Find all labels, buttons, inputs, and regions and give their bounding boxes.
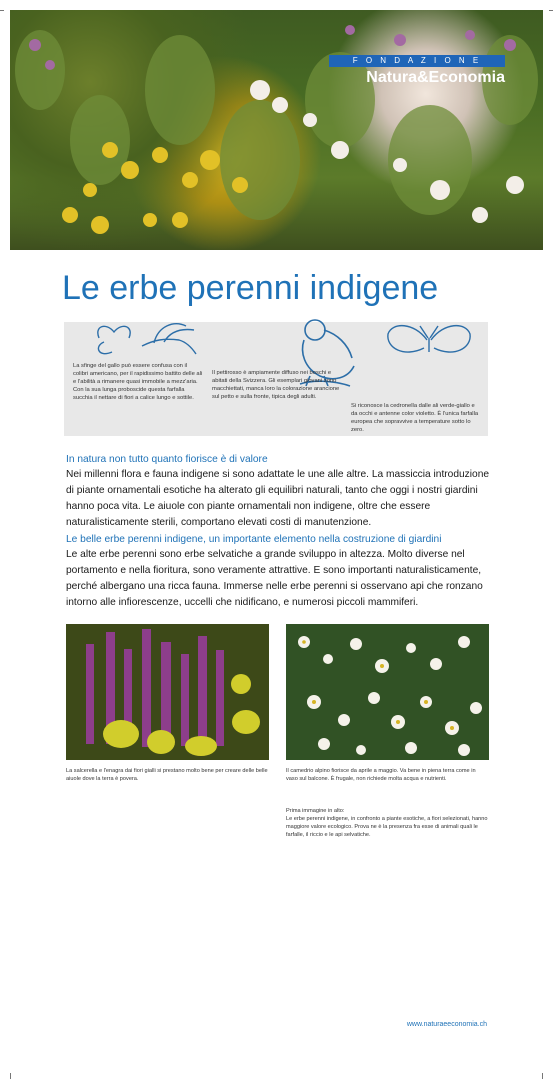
butterfly-icon	[384, 318, 474, 368]
right-photo	[286, 624, 489, 760]
footer-url[interactable]: www.naturaeeconomia.ch	[406, 1021, 487, 1028]
logo-top-text: F O N D A Z I O N E	[329, 55, 505, 67]
crop-mark-bottom-left	[10, 1073, 11, 1079]
crop-mark-bottom-right	[542, 1073, 543, 1079]
crop-mark-top-right	[549, 10, 553, 11]
page-title: Le erbe perenni indigene	[62, 269, 439, 307]
robin-note: Il pettirosso è ampiamente diffuso nei boschi e abitati della Svizzera. Gli esemplari giovani sono macchiettati, manca loro la colorazione arancione sul petto e sulla fronte, tipica degli adulti.	[212, 370, 340, 400]
moth-icon	[84, 318, 204, 368]
right-caption: Il camedrio alpino fiorisce da aprile a maggio. Va bene in piena terra come in vaso sul balcone. È frugale, non richiede molta acqua e nutrienti.	[286, 768, 476, 783]
section2-body: Le alte erbe perenni sono erbe selvatiche a grande sviluppo in altezza. Molto diverse nel portamento e nella fioritura, sono veramente attrattive. E sono importanti naturalisticamente, perché albergano una ricca fauna. Immerse nelle erbe perenni si osservano api che ronzano intorno alle infiorescenze, uccelli che nidificano, e numerosi piccoli mammiferi.	[66, 549, 483, 608]
section1-title: In natura non tutto quanto fiorisce è di valore	[66, 454, 268, 465]
left-caption: La salcerella e l'enagra dai fiori gialli si prestano molto bene per creare delle belle aiuole dove la terra è povera.	[66, 768, 268, 783]
section2-title: Le belle erbe perenni indigene, un importante elemento nella costruzione di giardini	[66, 534, 442, 545]
hero-image	[10, 10, 543, 250]
logo-main-text: Natura&Economia	[366, 69, 505, 86]
right-caption-body2: Le erbe perenni indigene, in confronto a piante esotiche, a fiori selezionati, hanno maggiore valore ecologico. Prova ne è la presenza fra esse di animali quali le farfalle, il riccio e le api selvatiche.	[286, 816, 488, 839]
section1-body: Nei millenni flora e fauna indigene si sono adattate le une alle altre. La massiccia introduzione di piante ornamentali esotiche ha alterato gli equilibri naturali, tanto che oggi i nostri giardini hanno poca vita. Le aiuole con piante ornamentali non indigene, oltre che essere naturalisticamente sterili, comportano elevati costi di manutenzione.	[66, 469, 490, 528]
left-photo	[66, 624, 269, 760]
right-caption-title2: Prima immagine in alto:	[286, 808, 345, 814]
butterfly-note: Si riconosce la cedronella dalle ali verde-giallo e da occhi e antenne color violetto. È l'unica farfalla europea che sopravvive a temperature sotto lo zero.	[351, 403, 479, 433]
foundation-logo	[329, 55, 505, 89]
crop-mark-top-left	[0, 10, 4, 11]
moth-note: La sfinge del gallo può essere confusa con il colibri americano, per il rapidissimo battito delle ali e l'abilità a rimanere quasi immobile a mezz'aria. Con la sua lunga proboscide questa farfalla succhia il nettare di fiori a calice lungo e sottile.	[73, 363, 203, 401]
info-panel	[64, 322, 488, 436]
